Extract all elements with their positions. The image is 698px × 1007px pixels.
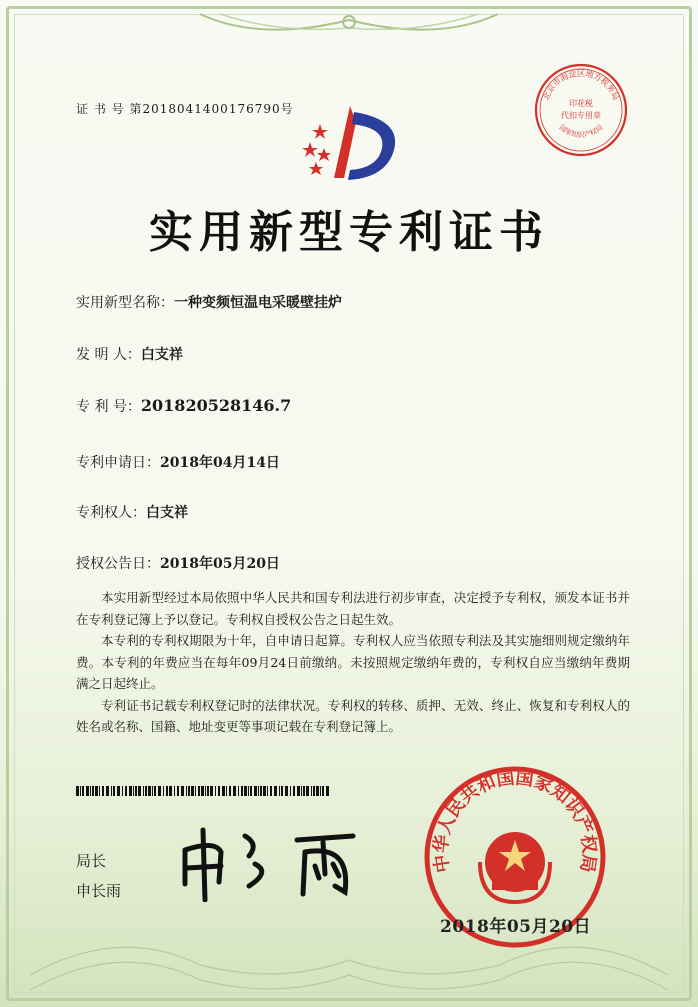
barcode-bar	[133, 786, 134, 796]
barcode-bar	[274, 786, 277, 796]
certificate-title: 实用新型专利证书	[149, 207, 549, 258]
inventor-label: 发 明 人：	[76, 347, 141, 363]
barcode-bar	[215, 786, 216, 796]
barcode-bar	[99, 786, 100, 796]
grant-date-label: 授权公告日：	[76, 556, 160, 572]
sipo-logo-icon	[290, 98, 410, 188]
barcode-bar	[270, 786, 272, 796]
barcode-bar	[311, 786, 312, 796]
field-filing-date	[76, 452, 280, 472]
body-paragraph: 本专利的专利权期限为十年，自申请日起算。专利权人应当依照专利法及其实施细则规定缴纳年费。本专利的年费应当在每年09月24日前缴纳。未按照规定缴纳年费的，专利权自应当缴纳年费期满之日起终止。	[76, 633, 630, 691]
tax-seal-line2: 代扣专用章	[561, 111, 601, 120]
barcode-bar	[148, 786, 151, 796]
certificate-number-label: 证 书 号	[76, 102, 125, 116]
barcode-bar	[169, 786, 172, 796]
barcode-bar	[102, 786, 104, 796]
utility-model-name-value: 一种变频恒温电采暖壁挂炉	[174, 295, 342, 311]
barcode-bar	[158, 786, 161, 796]
barcode-bar	[111, 786, 112, 796]
barcode-bar	[313, 786, 315, 796]
barcode-bar	[129, 786, 132, 796]
barcode-bar	[244, 786, 247, 796]
filing-date-value: 2018年04月14日	[160, 455, 280, 471]
inventor-value: 白支祥	[140, 347, 183, 363]
barcode-bar	[322, 786, 324, 796]
barcode-bar	[241, 786, 243, 796]
barcode-bar	[238, 786, 239, 796]
barcode-bar	[86, 786, 89, 796]
barcode-bar	[135, 786, 137, 796]
barcode-bar	[254, 786, 257, 796]
director-title: 局长	[76, 852, 107, 870]
barcode-bar	[154, 786, 156, 796]
body-paragraph: 本实用新型经过本局依照中华人民共和国专利法进行初步审查，决定授予专利权，颁发本证书并在专利登记簿上予以登记。专利权自授权公告之日起生效。	[76, 590, 630, 627]
barcode-bar	[260, 786, 262, 796]
barcode-bar	[125, 786, 127, 796]
barcode-bar	[320, 786, 321, 796]
barcode-bar	[301, 786, 302, 796]
barcode-bar	[76, 786, 79, 796]
barcode-bar	[326, 786, 329, 796]
barcode-bar	[138, 786, 141, 796]
barcode-bar	[207, 786, 209, 796]
barcode-bar	[191, 786, 194, 796]
barcode	[76, 786, 330, 796]
director-name: 申长雨	[76, 882, 122, 900]
field-patent-number	[76, 396, 291, 416]
field-utility-model-name	[76, 292, 342, 312]
barcode-bar	[143, 786, 144, 796]
grant-date-value: 2018年05月20日	[160, 556, 280, 572]
patent-number-label: 专 利 号：	[76, 399, 141, 415]
barcode-bar	[297, 786, 300, 796]
certificate-number-value: 第2018041400176790号	[129, 102, 294, 116]
tax-seal-bottom-text: 国家知识产权局	[557, 123, 605, 140]
barcode-bar	[95, 786, 98, 796]
barcode-bar	[281, 786, 283, 796]
barcode-bar	[258, 786, 259, 796]
barcode-bar	[226, 786, 227, 796]
field-patentee	[76, 502, 188, 522]
barcode-bar	[122, 786, 123, 796]
barcode-bar	[316, 786, 319, 796]
barcode-bar	[80, 786, 81, 796]
barcode-bar	[90, 786, 91, 796]
field-inventor	[76, 344, 183, 364]
barcode-bar	[210, 786, 213, 796]
tax-seal-line1: 印花税	[569, 99, 593, 108]
patentee-label: 专利权人：	[76, 505, 146, 521]
barcode-bar	[113, 786, 115, 796]
field-grant-date	[76, 553, 280, 573]
tax-seal-icon	[533, 62, 629, 158]
barcode-bar	[82, 786, 84, 796]
barcode-bar	[145, 786, 147, 796]
barcode-bar	[229, 786, 231, 796]
barcode-bar	[152, 786, 153, 796]
barcode-bar	[290, 786, 291, 796]
barcode-bar	[174, 786, 175, 796]
tax-seal-outer-text: 北京市海淀区地方税务局	[541, 68, 621, 102]
barcode-bar	[267, 786, 268, 796]
handwritten-signature	[175, 822, 385, 902]
barcode-bar	[195, 786, 196, 796]
barcode-bar	[205, 786, 206, 796]
utility-model-name-label: 实用新型名称：	[76, 295, 174, 311]
barcode-bar	[92, 786, 94, 796]
filing-date-label: 专利申请日：	[76, 455, 160, 471]
barcode-bar	[233, 786, 236, 796]
barcode-bar	[177, 786, 179, 796]
barcode-bar	[263, 786, 266, 796]
patentee-value: 白支祥	[146, 505, 188, 521]
barcode-bar	[166, 786, 168, 796]
barcode-bar	[106, 786, 109, 796]
barcode-bar	[163, 786, 164, 796]
barcode-bar	[248, 786, 249, 796]
barcode-bar	[222, 786, 225, 796]
barcode-bar	[186, 786, 187, 796]
barcode-bar	[293, 786, 295, 796]
barcode-bar	[188, 786, 190, 796]
barcode-bar	[198, 786, 200, 796]
barcode-bar	[285, 786, 288, 796]
certificate-number	[76, 100, 294, 117]
patent-number-value: 201820528146.7	[140, 396, 292, 415]
official-seal-text: 中华人民共和国国家知识产权局	[430, 767, 600, 874]
barcode-bar	[279, 786, 280, 796]
barcode-bar	[306, 786, 309, 796]
body-paragraph: 专利证书记载专利权登记时的法律状况。专利权的转移、质押、无效、终止、恢复和专利权人的姓名或名称、国籍、地址变更等事项记载在专利登记簿上。	[76, 697, 630, 734]
barcode-bar	[303, 786, 305, 796]
seal-date: 2018年05月20日	[440, 917, 592, 937]
certificate-body	[76, 587, 630, 738]
barcode-bar	[181, 786, 184, 796]
barcode-bar	[201, 786, 204, 796]
svg-text:国家知识产权局	[558, 123, 605, 140]
barcode-bar	[218, 786, 220, 796]
barcode-bar	[117, 786, 120, 796]
barcode-bar	[250, 786, 252, 796]
